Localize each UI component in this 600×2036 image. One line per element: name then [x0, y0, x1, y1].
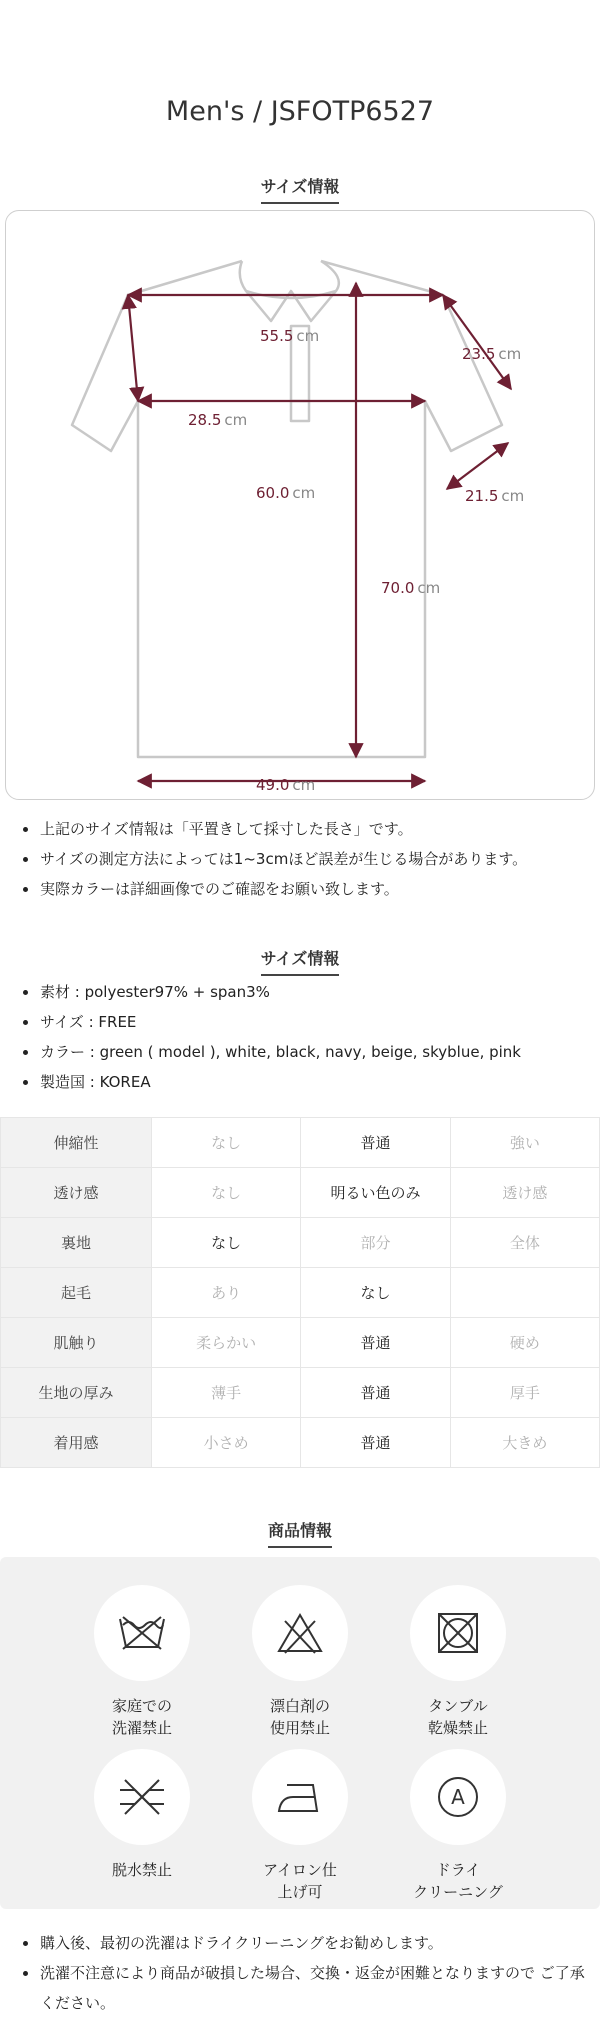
care-item-no-bleach	[220, 1585, 380, 1739]
size-info-heading-text: サイズ情報	[261, 174, 340, 204]
option-cell: あり	[152, 1268, 301, 1318]
option-cell	[450, 1268, 599, 1318]
row-header: 生地の厚み	[1, 1368, 152, 1418]
spec-material: 素材 : polyester97% + span3%	[22, 977, 592, 1007]
note-item: 購入後、最初の洗濯はドライクリーニングをお勧めします。	[22, 1928, 592, 1958]
spec-heading-text: サイズ情報	[261, 946, 340, 976]
row-header: 伸縮性	[1, 1118, 152, 1168]
option-cell-selected: 普通	[301, 1368, 450, 1418]
care-item-no-tumble-dry	[378, 1585, 538, 1739]
table-row	[1, 1218, 600, 1268]
table-row	[1, 1118, 600, 1168]
table-row	[1, 1318, 600, 1368]
measure-lines	[128, 283, 511, 781]
table-row	[1, 1168, 600, 1218]
fabric-attribute-table	[0, 1117, 600, 1468]
option-cell: なし	[152, 1118, 301, 1168]
option-cell: 大きめ	[450, 1418, 599, 1468]
measure-chest: 60.0 cm	[256, 484, 316, 502]
option-cell: 硬め	[450, 1318, 599, 1368]
option-cell: 小さめ	[152, 1418, 301, 1468]
option-cell-selected: 普通	[301, 1318, 450, 1368]
care-label: タンブル 乾燥禁止	[427, 1697, 488, 1737]
no-bleach-icon	[275, 1611, 325, 1655]
option-cell: 部分	[301, 1218, 450, 1268]
option-cell-selected: 明るい色のみ	[301, 1168, 450, 1218]
measure-armhole: 28.5 cm	[188, 411, 248, 429]
care-label: ドライ クリーニング	[413, 1861, 503, 1901]
note-item: 洗濯不注意により商品が破損した場合、交換・返金が困難となりますので ご了承ください。	[22, 1958, 592, 2018]
care-heading-text: 商品情報	[268, 1518, 332, 1548]
spec-origin: 製造国 : KOREA	[22, 1067, 592, 1097]
note-item: 実際カラーは詳細画像でのご確認をお願い致します。	[22, 874, 592, 904]
option-cell: 透け感	[450, 1168, 599, 1218]
row-header: 肌触り	[1, 1318, 152, 1368]
dry-clean-letter: A	[451, 1785, 465, 1809]
spec-heading	[0, 946, 600, 976]
table-row	[1, 1368, 600, 1418]
care-label: アイロン仕 上げ可	[263, 1861, 337, 1901]
no-tumble-dry-icon	[435, 1610, 481, 1656]
row-header: 裏地	[1, 1218, 152, 1268]
row-header: 着用感	[1, 1418, 152, 1468]
care-heading	[0, 1518, 600, 1548]
care-circle	[410, 1749, 506, 1845]
size-notes	[22, 814, 592, 904]
care-circle	[94, 1585, 190, 1681]
no-wring-icon	[117, 1777, 167, 1817]
care-instructions	[0, 1557, 600, 1909]
option-cell: 強い	[450, 1118, 599, 1168]
care-item-no-wring	[62, 1749, 222, 1881]
spec-size: サイズ : FREE	[22, 1007, 592, 1037]
option-cell: 全体	[450, 1218, 599, 1268]
care-notes	[22, 1928, 592, 2018]
measure-length: 70.0 cm	[381, 579, 441, 597]
spec-list	[22, 977, 592, 1097]
page-title: Men's / JSFOTP6527	[165, 96, 435, 127]
row-header: 起毛	[1, 1268, 152, 1318]
care-label: 脱水禁止	[111, 1861, 172, 1879]
table-row	[1, 1418, 600, 1468]
option-cell: 薄手	[152, 1368, 301, 1418]
care-item-dry-clean	[378, 1749, 538, 1903]
care-circle	[252, 1585, 348, 1681]
measure-cuff: 21.5 cm	[465, 487, 525, 505]
option-cell-selected: なし	[301, 1268, 450, 1318]
size-info-heading	[0, 174, 600, 204]
care-circle	[252, 1749, 348, 1845]
note-item: サイズの測定方法によっては1~3cmほど誤差が生じる場合があります。	[22, 844, 592, 874]
measure-sleeve: 23.5 cm	[462, 345, 522, 363]
row-header: 透け感	[1, 1168, 152, 1218]
care-circle	[410, 1585, 506, 1681]
polo-shirt-diagram	[6, 211, 596, 801]
option-cell-selected: なし	[152, 1218, 301, 1268]
table-row	[1, 1268, 600, 1318]
size-diagram	[5, 210, 595, 800]
option-cell-selected: 普通	[301, 1118, 450, 1168]
measure-hem: 49.0 cm	[256, 776, 316, 794]
care-label: 家庭での 洗濯禁止	[111, 1697, 172, 1737]
care-label: 漂白剤の 使用禁止	[269, 1697, 330, 1737]
iron-ok-icon	[275, 1777, 325, 1817]
option-cell-selected: 普通	[301, 1418, 450, 1468]
note-item: 上記のサイズ情報は「平置きして採寸した長さ」です。	[22, 814, 592, 844]
option-cell: 柔らかい	[152, 1318, 301, 1368]
option-cell: 厚手	[450, 1368, 599, 1418]
care-item-iron-ok	[220, 1749, 380, 1903]
no-home-wash-icon	[117, 1613, 167, 1653]
care-item-no-home-wash	[62, 1585, 222, 1739]
spec-color: カラー : green ( model ), white, black, navy, beige, skyblue, pink	[22, 1037, 592, 1067]
care-circle	[94, 1749, 190, 1845]
option-cell: なし	[152, 1168, 301, 1218]
measure-shoulder: 55.5 cm	[260, 327, 320, 345]
dry-clean-icon	[435, 1774, 481, 1820]
